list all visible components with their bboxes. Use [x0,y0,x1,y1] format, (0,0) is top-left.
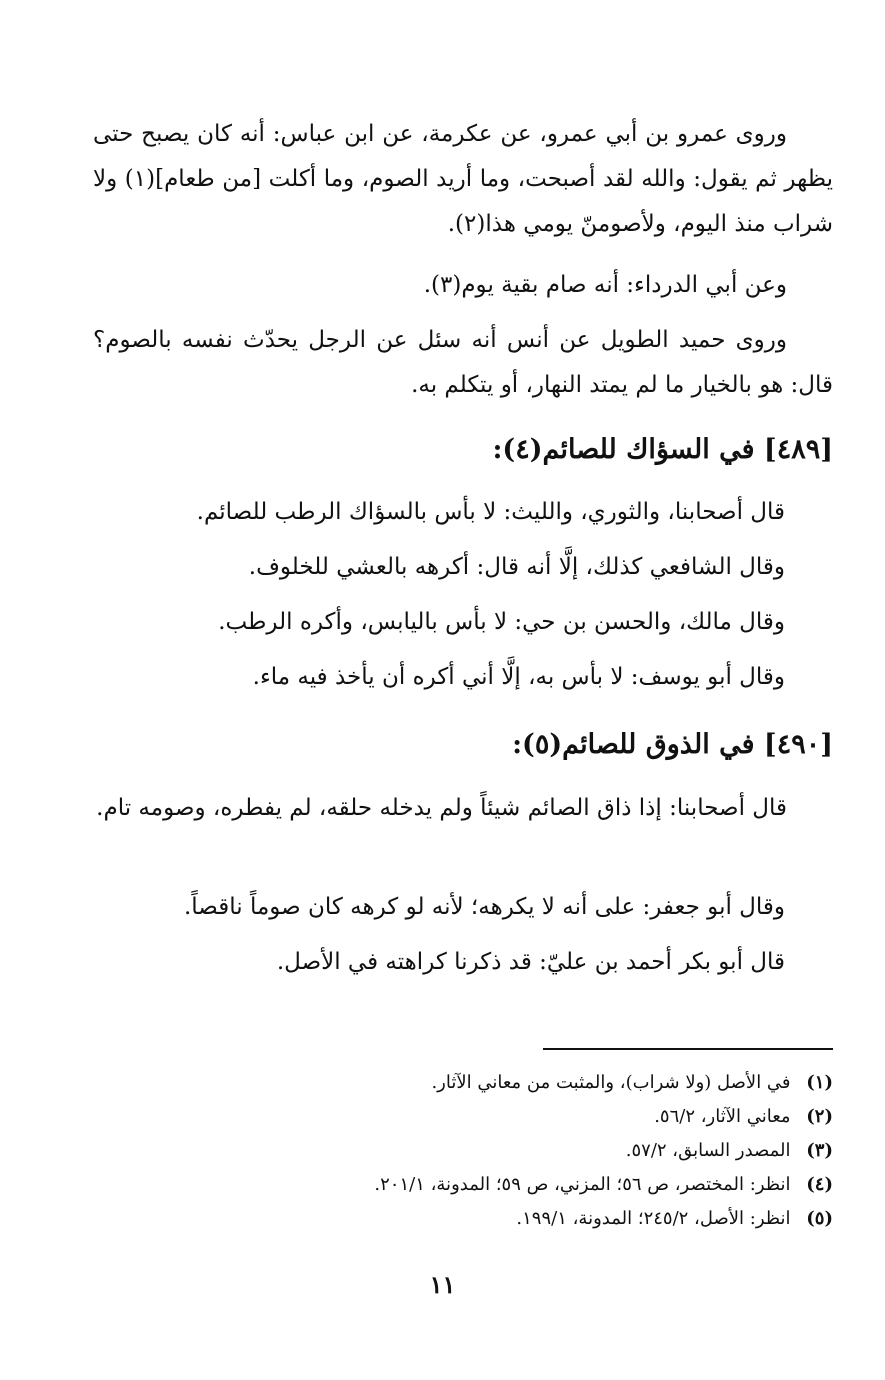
paragraph-dhawq: قال أصحابنا: إذا ذاق الصائم شيئاً ولم يدخله حلقه، لم يفطره، وصومه تام. [96,795,787,821]
section-489-number: [٤٨٩] [763,434,833,465]
section-489-line: وقال مالك، والحسن بن حي: لا بأس باليابس، وأكره الرطب. [218,609,785,635]
footnote-item [53,1168,833,1202]
footnote-text: المصدر السابق، ٥٧/٢. [625,1140,791,1161]
footnote-number: (٣) [806,1140,833,1161]
section-490-number: [٤٩٠] [763,729,833,760]
paragraph-ibn-abbas: وروى عمرو بن أبي عمرو، عن عكرمة، عن ابن عباس: أنه كان يصبح حتى يظهر ثم يقول: والله لقد أصبحت، وما أريد الصوم، وما أكلت [من طعام](١) ولا شراب منذ اليوم، ولأصومنّ يومي هذا(٢). [93,121,833,237]
page-number: ١١ [429,1270,456,1299]
footnotes-list [53,1066,833,1236]
section-490-heading [512,720,833,770]
footnote-item [53,1134,833,1168]
footnote-divider [543,1048,833,1050]
footnote-number: (٢) [806,1106,833,1127]
footnote-item [53,1066,833,1100]
footnote-text: انظر: الأصل، ٢٤٥/٢؛ المدونة، ١٩٩/١. [516,1208,791,1229]
footnote-text: معاني الآثار، ٥٦/٢. [654,1106,791,1127]
paragraph-anas: وروى حميد الطويل عن أنس أنه سئل عن الرجل يحدّث نفسه بالصوم؟ قال: هو بالخيار ما لم يمتد النهار، أو يتكلم به. [93,327,833,398]
footnote-item [53,1202,833,1236]
footnote-number: (٥) [806,1208,833,1229]
footnote-text: في الأصل (ولا شراب)، والمثبت من معاني الآثار. [431,1072,791,1093]
footnote-item [53,1100,833,1134]
footnote-number: (٤) [806,1174,833,1195]
section-490-line: قال أبو بكر أحمد بن عليّ: قد ذكرنا كراهته في الأصل. [276,949,785,975]
footnote-text: انظر: المختصر، ص ٥٦؛ المزني، ص ٥٩؛ المدونة، ٢٠١/١. [374,1174,791,1195]
section-490-title: في الذوق للصائم(٥): [512,729,755,760]
section-489-line: قال أصحابنا، والثوري، والليث: لا بأس بالسؤاك الرطب للصائم. [196,499,785,525]
footnote-number: (١) [806,1072,833,1093]
paragraph-abu-darda: وعن أبي الدرداء: أنه صام بقية يوم(٣). [423,272,787,298]
section-489-line: وقال أبو يوسف: لا بأس به، إلَّا أني أكره أن يأخذ فيه ماء. [252,664,785,690]
section-489-title: في السؤاك للصائم(٤): [492,434,755,465]
section-489-line: وقال الشافعي كذلك، إلَّا أنه قال: أكرهه بالعشي للخلوف. [248,554,785,580]
section-489-heading [492,425,833,475]
section-490-line: وقال أبو جعفر: على أنه لا يكرهه؛ لأنه لو كرهه كان صوماً ناقصاً. [183,894,785,920]
